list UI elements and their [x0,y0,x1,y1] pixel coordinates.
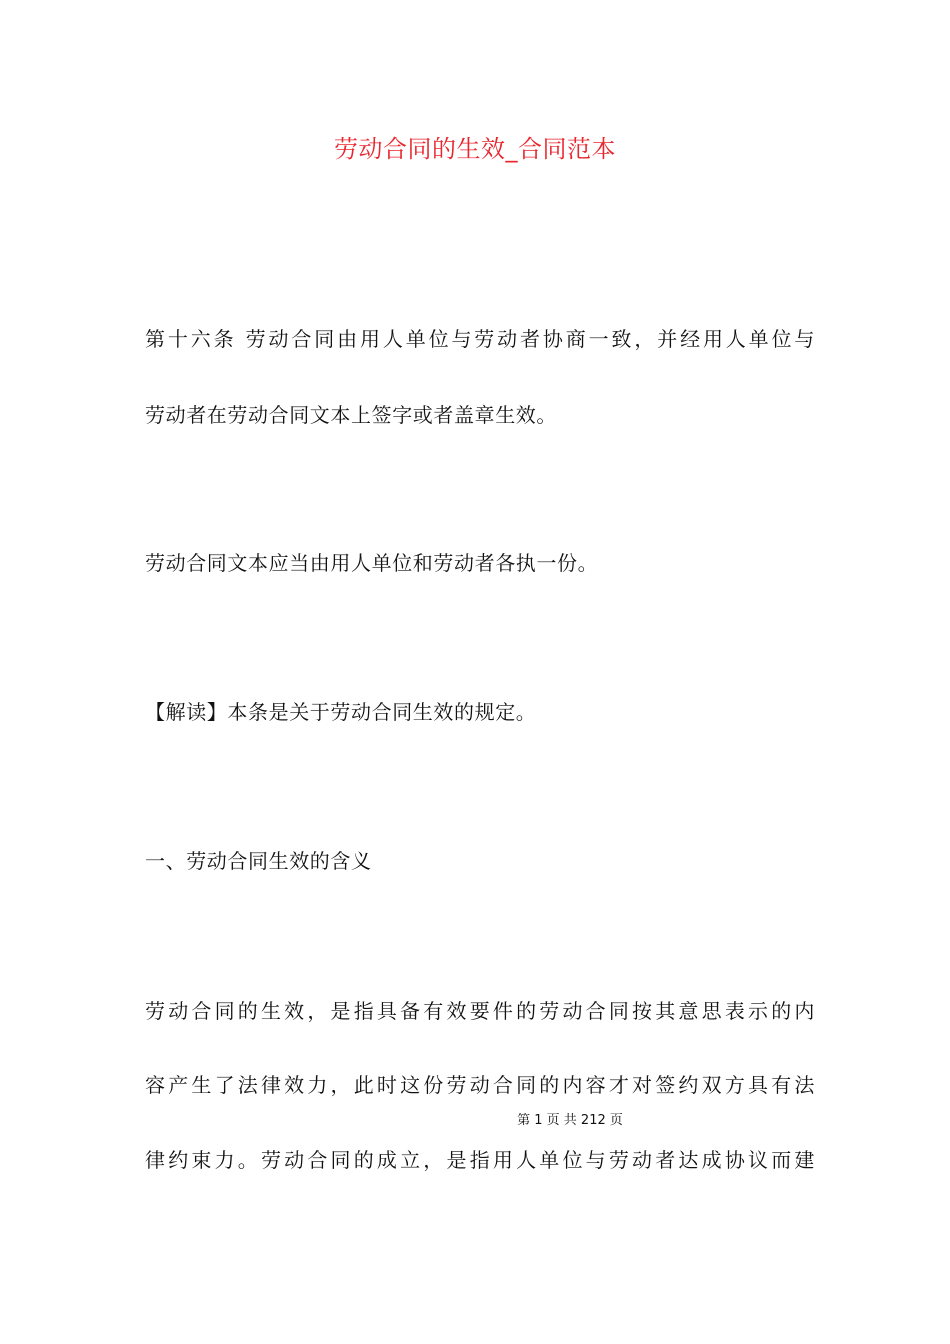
paragraph-line: 容产生了法律效力，此时这份劳动合同的内容才对签约双方具有法 [145,1073,815,1097]
page-footer: 第 1 页 共 212 页 [517,1113,623,1128]
paragraph-line: 律约束力。劳动合同的成立，是指用人单位与劳动者达成协议而建 [145,1148,815,1172]
paragraph-line: 【解读】本条是关于劳动合同生效的规定。 [145,700,537,724]
paragraph-line: 劳动合同文本应当由用人单位和劳动者各执一份。 [145,551,599,575]
document-title: 劳动合同的生效_合同范本 [334,135,616,163]
paragraph-line: 第十六条 劳动合同由用人单位与劳动者协商一致，并经用人单位与 [145,327,815,351]
paragraph-line: 劳动者在劳动合同文本上签字或者盖章生效。 [145,403,557,427]
section-heading: 一、劳动合同生效的含义 [145,849,372,873]
paragraph-line: 劳动合同的生效，是指具备有效要件的劳动合同按其意思表示的内 [145,999,815,1023]
